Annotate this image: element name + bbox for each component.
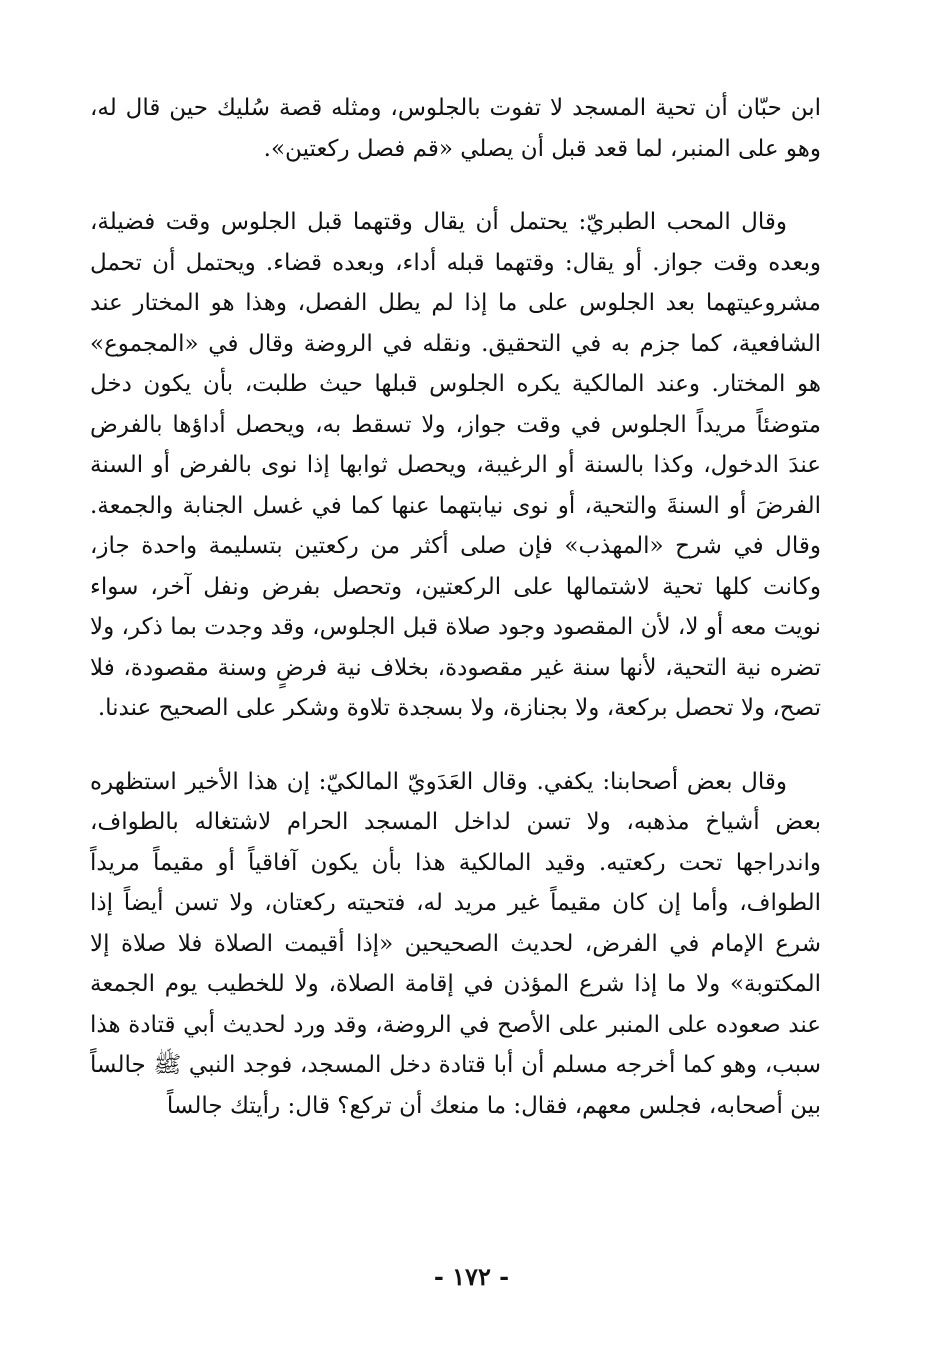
paragraph-3: وقال بعض أصحابنا: يكفي. وقال العَدَويّ المالكيّ: إن هذا الأخير استظهره بعض أشياخ مذهبه، ولا تسن لداخل المسجد الحرام لاشتغاله بالطواف، واندراجها تحت ركعتيه. وقيد المالكية هذا بأن يكون آفاقياً أو مقيماً مريداً الطواف، وأما إن كان مقيماً غير مريد له، فتحيته ركعتان، ولا تسن أيضاً إذا شرع الإمام في الفرض، لحديث الصحيحين «إذا أقيمت الصلاة فلا صلاة إلا المكتوبة» ولا ما إذا شرع المؤذن في إقامة الصلاة، ولا للخطيب يوم الجمعة عند صعوده على المنبر على الأصح في الروضة، وقد ورد لحديث أبي قتادة هذا سبب، وهو كما أخرجه مسلم أن أبا قتادة دخل المسجد، فوجد النبي ﷺ جالساً بين أصحابه، فجلس معهم، فقال: ما منعك أن تركع؟ قال: رأيتك جالساً	[90, 768, 821, 1119]
paragraph-2: وقال المحب الطبريّ: يحتمل أن يقال وقتهما قبل الجلوس وقت فضيلة، وبعده وقت جواز. أو يقال: وقتهما قبله أداء، وبعده قضاء. ويحتمل أن تحمل مشروعيتهما بعد الجلوس على ما إذا لم يطل الفصل، وهذا هو المختار عند الشافعية، كما جزم به في التحقيق. ونقله في الروضة وقال في «المجموع» هو المختار. وعند المالكية يكره الجلوس قبلها حيث طلبت، بأن يكون دخل متوضئاً مريداً الجلوس في وقت جواز، ولا تسقط به، ويحصل أداؤها بالفرض عندَ الدخول، وكذا بالسنة أو الرغيبة، ويحصل ثوابها إذا نوى بالفرض أو السنة الفرضَ أو السنةَ والتحية، أو نوى نيابتهما عنها كما في غسل الجنابة والجمعة. وقال في شرح «المهذب» فإن صلى أكثر من ركعتين بتسليمة واحدة جاز، وكانت كلها تحية لاشتمالها على الركعتين، وتحصل بفرض ونفل آخر، سواء نويت معه أو لا، لأن المقصود وجود صلاة قبل الجلوس، وقد وجدت بما ذكر، ولا تضره نية التحية، لأنها سنة غير مقصودة، بخلاف نية فرضٍ وسنة مقصودة، فلا تصح، ولا تحصل بركعة، ولا بجنازة، ولا بسجدة تلاوة وشكر على الصحيح عندنا.	[90, 209, 821, 721]
paragraph-1: ابن حبّان أن تحية المسجد لا تفوت بالجلوس، ومثله قصة سُليك حين قال له، وهو على المنبر، لما قعد قبل أن يصلي «قم فصل ركعتين».	[90, 95, 821, 162]
page-number: - ١٧٢ -	[433, 1262, 510, 1291]
